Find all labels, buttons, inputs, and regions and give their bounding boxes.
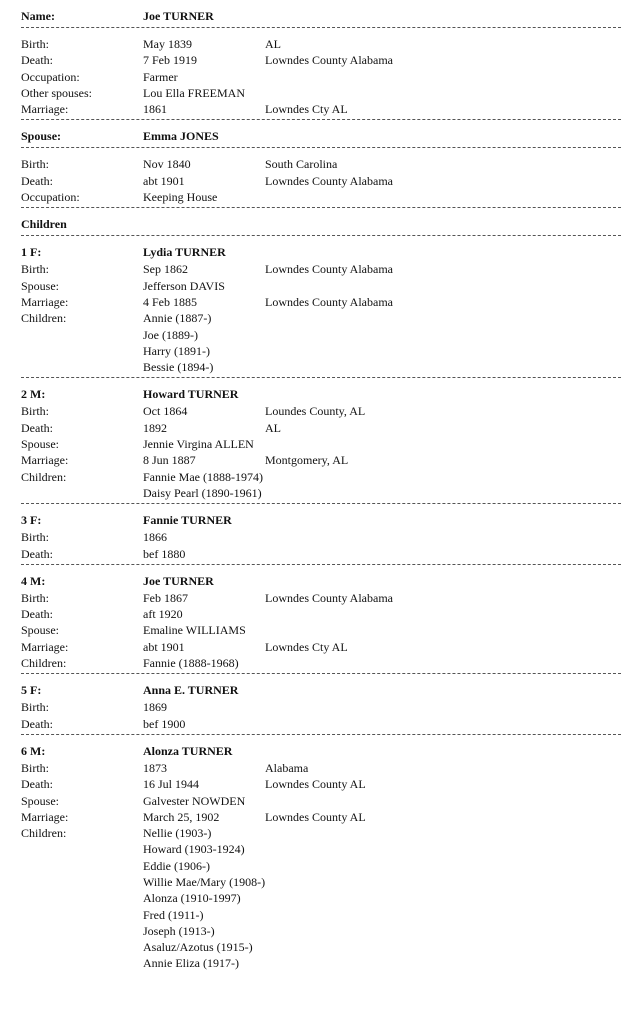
fact-row — [21, 173, 621, 189]
fact-row — [21, 939, 621, 955]
fact-row — [21, 359, 621, 375]
spouse-facts — [21, 156, 621, 205]
fact-label: Birth: — [21, 262, 50, 277]
fact-label: Birth: — [21, 157, 50, 172]
fact-row — [21, 639, 621, 655]
fact-row — [21, 420, 621, 436]
child-block — [21, 743, 621, 972]
fact-value: abt 1901 — [143, 639, 185, 654]
fact-value: Asaluz/Azotus (1915-) — [143, 940, 253, 955]
child-block — [21, 573, 621, 682]
fact-value: Annie (1887-) — [143, 311, 212, 326]
fact-label: Spouse: — [21, 437, 60, 452]
fact-row — [21, 841, 621, 857]
fact-label: Other spouses: — [21, 85, 92, 100]
spouse-name: Emma JONES — [143, 129, 219, 144]
fact-row — [21, 343, 621, 359]
separator — [21, 147, 621, 156]
fact-label: Children: — [21, 311, 67, 326]
fact-value: Joseph (1913-) — [143, 923, 215, 938]
fact-place: Lowndes County Alabama — [265, 294, 393, 309]
fact-value: 1861 — [143, 102, 167, 117]
fact-value: aft 1920 — [143, 607, 183, 622]
fact-label: Death: — [21, 777, 53, 792]
fact-label: Occupation: — [21, 69, 80, 84]
spouse-name-row — [21, 128, 621, 145]
fact-value: Fred (1911-) — [143, 907, 204, 922]
separator — [21, 673, 621, 682]
fact-value: bef 1880 — [143, 546, 186, 561]
fact-place: Lowndes Cty AL — [265, 102, 348, 117]
fact-row — [21, 327, 621, 343]
fact-row — [21, 189, 621, 205]
separator — [21, 207, 621, 216]
fact-row — [21, 156, 621, 172]
fact-row — [21, 606, 621, 622]
child-title-row — [21, 743, 621, 760]
fact-value: Howard (1903-1924) — [143, 842, 245, 857]
child-block — [21, 386, 621, 512]
fact-row — [21, 403, 621, 419]
fact-row — [21, 776, 621, 792]
fact-row — [21, 36, 621, 52]
fact-value: Willie Mae/Mary (1908-) — [143, 874, 266, 889]
fact-value: 7 Feb 1919 — [143, 53, 197, 68]
fact-label: Marriage: — [21, 453, 69, 468]
fact-row — [21, 469, 621, 485]
fact-value: 1866 — [143, 530, 167, 545]
fact-label: Spouse: — [21, 623, 60, 638]
fact-row — [21, 310, 621, 326]
fact-place: Alabama — [265, 760, 309, 775]
fact-value: Feb 1867 — [143, 590, 188, 605]
fact-row — [21, 529, 621, 545]
fact-row — [21, 294, 621, 310]
fact-value: 4 Feb 1885 — [143, 294, 197, 309]
fact-row — [21, 716, 621, 732]
name-label: Name: — [21, 9, 55, 23]
fact-label: Marriage: — [21, 639, 69, 654]
fact-label: Death: — [21, 607, 53, 622]
fact-row — [21, 485, 621, 501]
fact-value: Bessie (1894-) — [143, 360, 214, 375]
fact-row — [21, 825, 621, 841]
child-id: 4 M: — [21, 573, 46, 588]
fact-row — [21, 907, 621, 923]
child-id: 2 M: — [21, 387, 46, 402]
separator — [21, 27, 621, 36]
fact-place: Lowndes County AL — [265, 777, 366, 792]
child-name: Howard TURNER — [143, 387, 239, 402]
fact-value: 1869 — [143, 700, 167, 715]
fact-row — [21, 452, 621, 468]
child-id: 6 M: — [21, 743, 46, 758]
fact-value: Galvester NOWDEN — [143, 793, 246, 808]
fact-row — [21, 261, 621, 277]
fact-value: Jefferson DAVIS — [143, 278, 225, 293]
children-heading-row — [21, 216, 621, 233]
separator — [21, 564, 621, 573]
fact-value: Lou Ella FREEMAN — [143, 85, 245, 100]
fact-place: Lowndes County Alabama — [265, 53, 393, 68]
fact-row — [21, 622, 621, 638]
fact-value: Nellie (1903-) — [143, 826, 212, 841]
fact-label: Death: — [21, 716, 53, 731]
fact-value: 1892 — [143, 420, 167, 435]
child-block — [21, 682, 621, 743]
fact-place: AL — [265, 37, 281, 51]
fact-value: Sep 1862 — [143, 262, 188, 277]
fact-row — [21, 699, 621, 715]
separator — [21, 503, 621, 512]
fact-value: 1873 — [143, 760, 167, 775]
fact-value: Annie Eliza (1917-) — [143, 956, 239, 971]
child-name: Alonza TURNER — [143, 743, 233, 758]
fact-place: Lowndes County Alabama — [265, 590, 393, 605]
fact-row — [21, 590, 621, 606]
fact-row — [21, 655, 621, 671]
fact-label: Death: — [21, 546, 53, 561]
child-title-row — [21, 573, 621, 590]
separator — [21, 235, 621, 244]
fact-row — [21, 278, 621, 294]
fact-value: bef 1900 — [143, 716, 186, 731]
fact-value: Harry (1891-) — [143, 343, 210, 358]
fact-value: Farmer — [143, 69, 178, 84]
fact-row — [21, 69, 621, 85]
fact-row — [21, 546, 621, 562]
child-name: Lydia TURNER — [143, 245, 226, 260]
fact-value: Oct 1864 — [143, 404, 188, 419]
fact-label: Spouse: — [21, 278, 60, 293]
fact-label: Death: — [21, 173, 53, 188]
fact-label: Spouse: — [21, 793, 60, 808]
fact-label: Children: — [21, 656, 67, 671]
child-title-row — [21, 244, 621, 261]
child-name: Anna E. TURNER — [143, 683, 239, 698]
fact-value: Daisy Pearl (1890-1961) — [143, 485, 262, 500]
fact-value: May 1839 — [143, 37, 192, 51]
fact-row — [21, 101, 621, 117]
fact-row — [21, 874, 621, 890]
fact-row — [21, 793, 621, 809]
children-list — [21, 244, 621, 971]
fact-value: Alonza (1910-1997) — [143, 891, 241, 906]
child-name: Joe TURNER — [143, 573, 214, 588]
fact-value: Emaline WILLIAMS — [143, 623, 246, 638]
fact-row — [21, 955, 621, 971]
fact-place: AL — [265, 420, 281, 435]
fact-row — [21, 923, 621, 939]
separator — [21, 377, 621, 386]
fact-value: Fannie Mae (1888-1974) — [143, 469, 263, 484]
fact-place: Lowndes County AL — [265, 809, 366, 824]
fact-value: Fannie (1888-1968) — [143, 656, 239, 671]
head-name-row — [21, 8, 621, 25]
fact-place: Montgomery, AL — [265, 453, 349, 468]
child-title-row — [21, 512, 621, 529]
child-id: 1 F: — [21, 245, 42, 260]
fact-value: Jennie Virgina ALLEN — [143, 437, 254, 452]
fact-row — [21, 809, 621, 825]
child-title-row — [21, 682, 621, 699]
fact-row — [21, 890, 621, 906]
fact-value: 8 Jun 1887 — [143, 453, 196, 468]
fact-place: South Carolina — [265, 157, 338, 172]
fact-label: Birth: — [21, 530, 50, 545]
fact-value: Joe (1889-) — [143, 327, 198, 342]
family-group-sheet — [21, 8, 621, 972]
fact-place: Lowndes Cty AL — [265, 639, 348, 654]
fact-label: Marriage: — [21, 809, 69, 824]
children-heading: Children — [21, 217, 67, 232]
fact-label: Birth: — [21, 700, 50, 715]
fact-row — [21, 52, 621, 68]
spouse-label: Spouse: — [21, 129, 62, 144]
fact-label: Birth: — [21, 760, 50, 775]
fact-row — [21, 85, 621, 101]
child-id: 5 F: — [21, 683, 42, 698]
fact-row — [21, 436, 621, 452]
child-id: 3 F: — [21, 513, 42, 528]
child-title-row — [21, 386, 621, 403]
fact-label: Death: — [21, 53, 53, 68]
fact-label: Marriage: — [21, 102, 69, 117]
fact-label: Birth: — [21, 404, 50, 419]
fact-value: 16 Jul 1944 — [143, 777, 200, 792]
fact-place: Loundes County, AL — [265, 404, 366, 419]
fact-value: Keeping House — [143, 190, 218, 205]
fact-label: Children: — [21, 469, 67, 484]
head-name: Joe TURNER — [143, 9, 214, 23]
fact-value: Eddie (1906-) — [143, 858, 210, 873]
fact-value: abt 1901 — [143, 173, 185, 188]
fact-label: Birth: — [21, 37, 50, 51]
fact-label: Birth: — [21, 590, 50, 605]
child-block — [21, 244, 621, 386]
fact-row — [21, 858, 621, 874]
fact-label: Death: — [21, 420, 53, 435]
child-block — [21, 512, 621, 573]
fact-value: Nov 1840 — [143, 157, 191, 172]
fact-label: Marriage: — [21, 294, 69, 309]
fact-row — [21, 760, 621, 776]
fact-label: Children: — [21, 826, 67, 841]
separator — [21, 734, 621, 743]
fact-value: March 25, 1902 — [143, 809, 220, 824]
child-name: Fannie TURNER — [143, 513, 232, 528]
fact-place: Lowndes County Alabama — [265, 262, 393, 277]
fact-label: Occupation: — [21, 190, 80, 205]
fact-place: Lowndes County Alabama — [265, 173, 393, 188]
head-facts — [21, 36, 621, 117]
separator — [21, 119, 621, 128]
